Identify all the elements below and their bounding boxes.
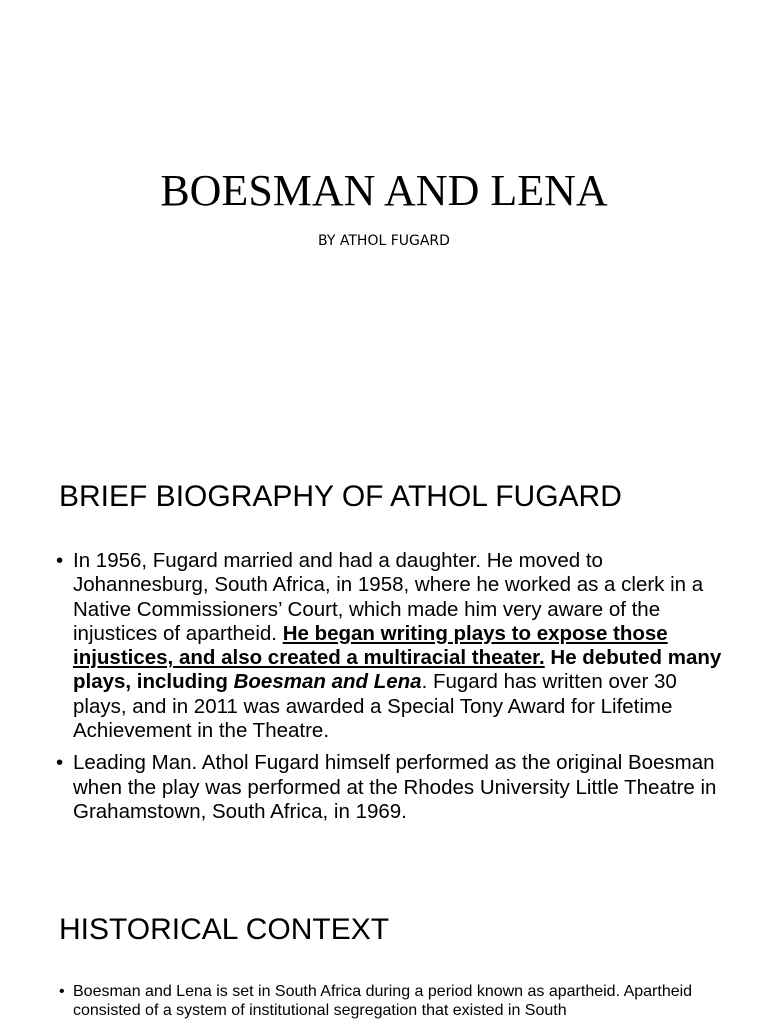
bullet-marker: •: [56, 549, 64, 572]
historical-context-heading: HISTORICAL CONTEXT: [59, 913, 390, 946]
document-subtitle: BY ATHOL FUGARD: [318, 233, 450, 249]
bullet-marker: •: [59, 983, 65, 1000]
biography-bullet-2: [56, 751, 726, 824]
biography-bullet-list: [56, 549, 726, 832]
bullet-marker: •: [56, 751, 64, 775]
bullet-emphasis-underlined: He began writing plays to expose those injustices, and also created a multiracial theater.: [73, 621, 668, 670]
historical-context-bullet-1: [59, 983, 729, 1020]
biography-bullet-1: [56, 549, 726, 743]
document-title: BOESMAN AND LENA: [160, 166, 608, 215]
historical-context-bullet-list: [59, 983, 729, 1020]
play-title-emphasis: Boesman and Lena: [233, 670, 422, 694]
bullet-text: Leading Man. Athol Fugard himself performed as the original Boesman when the play was performed at the Rhodes University Little Theatre in Grahamstown, South Africa, in 1969.: [73, 751, 717, 823]
bullet-text: Boesman and Lena is set in South Africa during a period known as apartheid. Apartheid consisted of a system of institutional segregation that existed in South: [73, 983, 693, 1019]
bullet-text-continued: . Fugard has written over 30 plays, and in 2011 was awarded a Special Tony Award for Lifetime Achievement in the Theatre.: [73, 670, 677, 743]
bullet-text: In 1956, Fugard married and had a daughter. He moved to Johannesburg, South Africa, in 1958, where he worked as a clerk in a Native Commissioners’ Court, which made him very aware of the injustices of apartheid.: [73, 549, 704, 645]
bullet-emphasis-bold: He debuted many plays, including: [73, 646, 722, 694]
biography-heading: BRIEF BIOGRAPHY OF ATHOL FUGARD: [59, 480, 622, 513]
